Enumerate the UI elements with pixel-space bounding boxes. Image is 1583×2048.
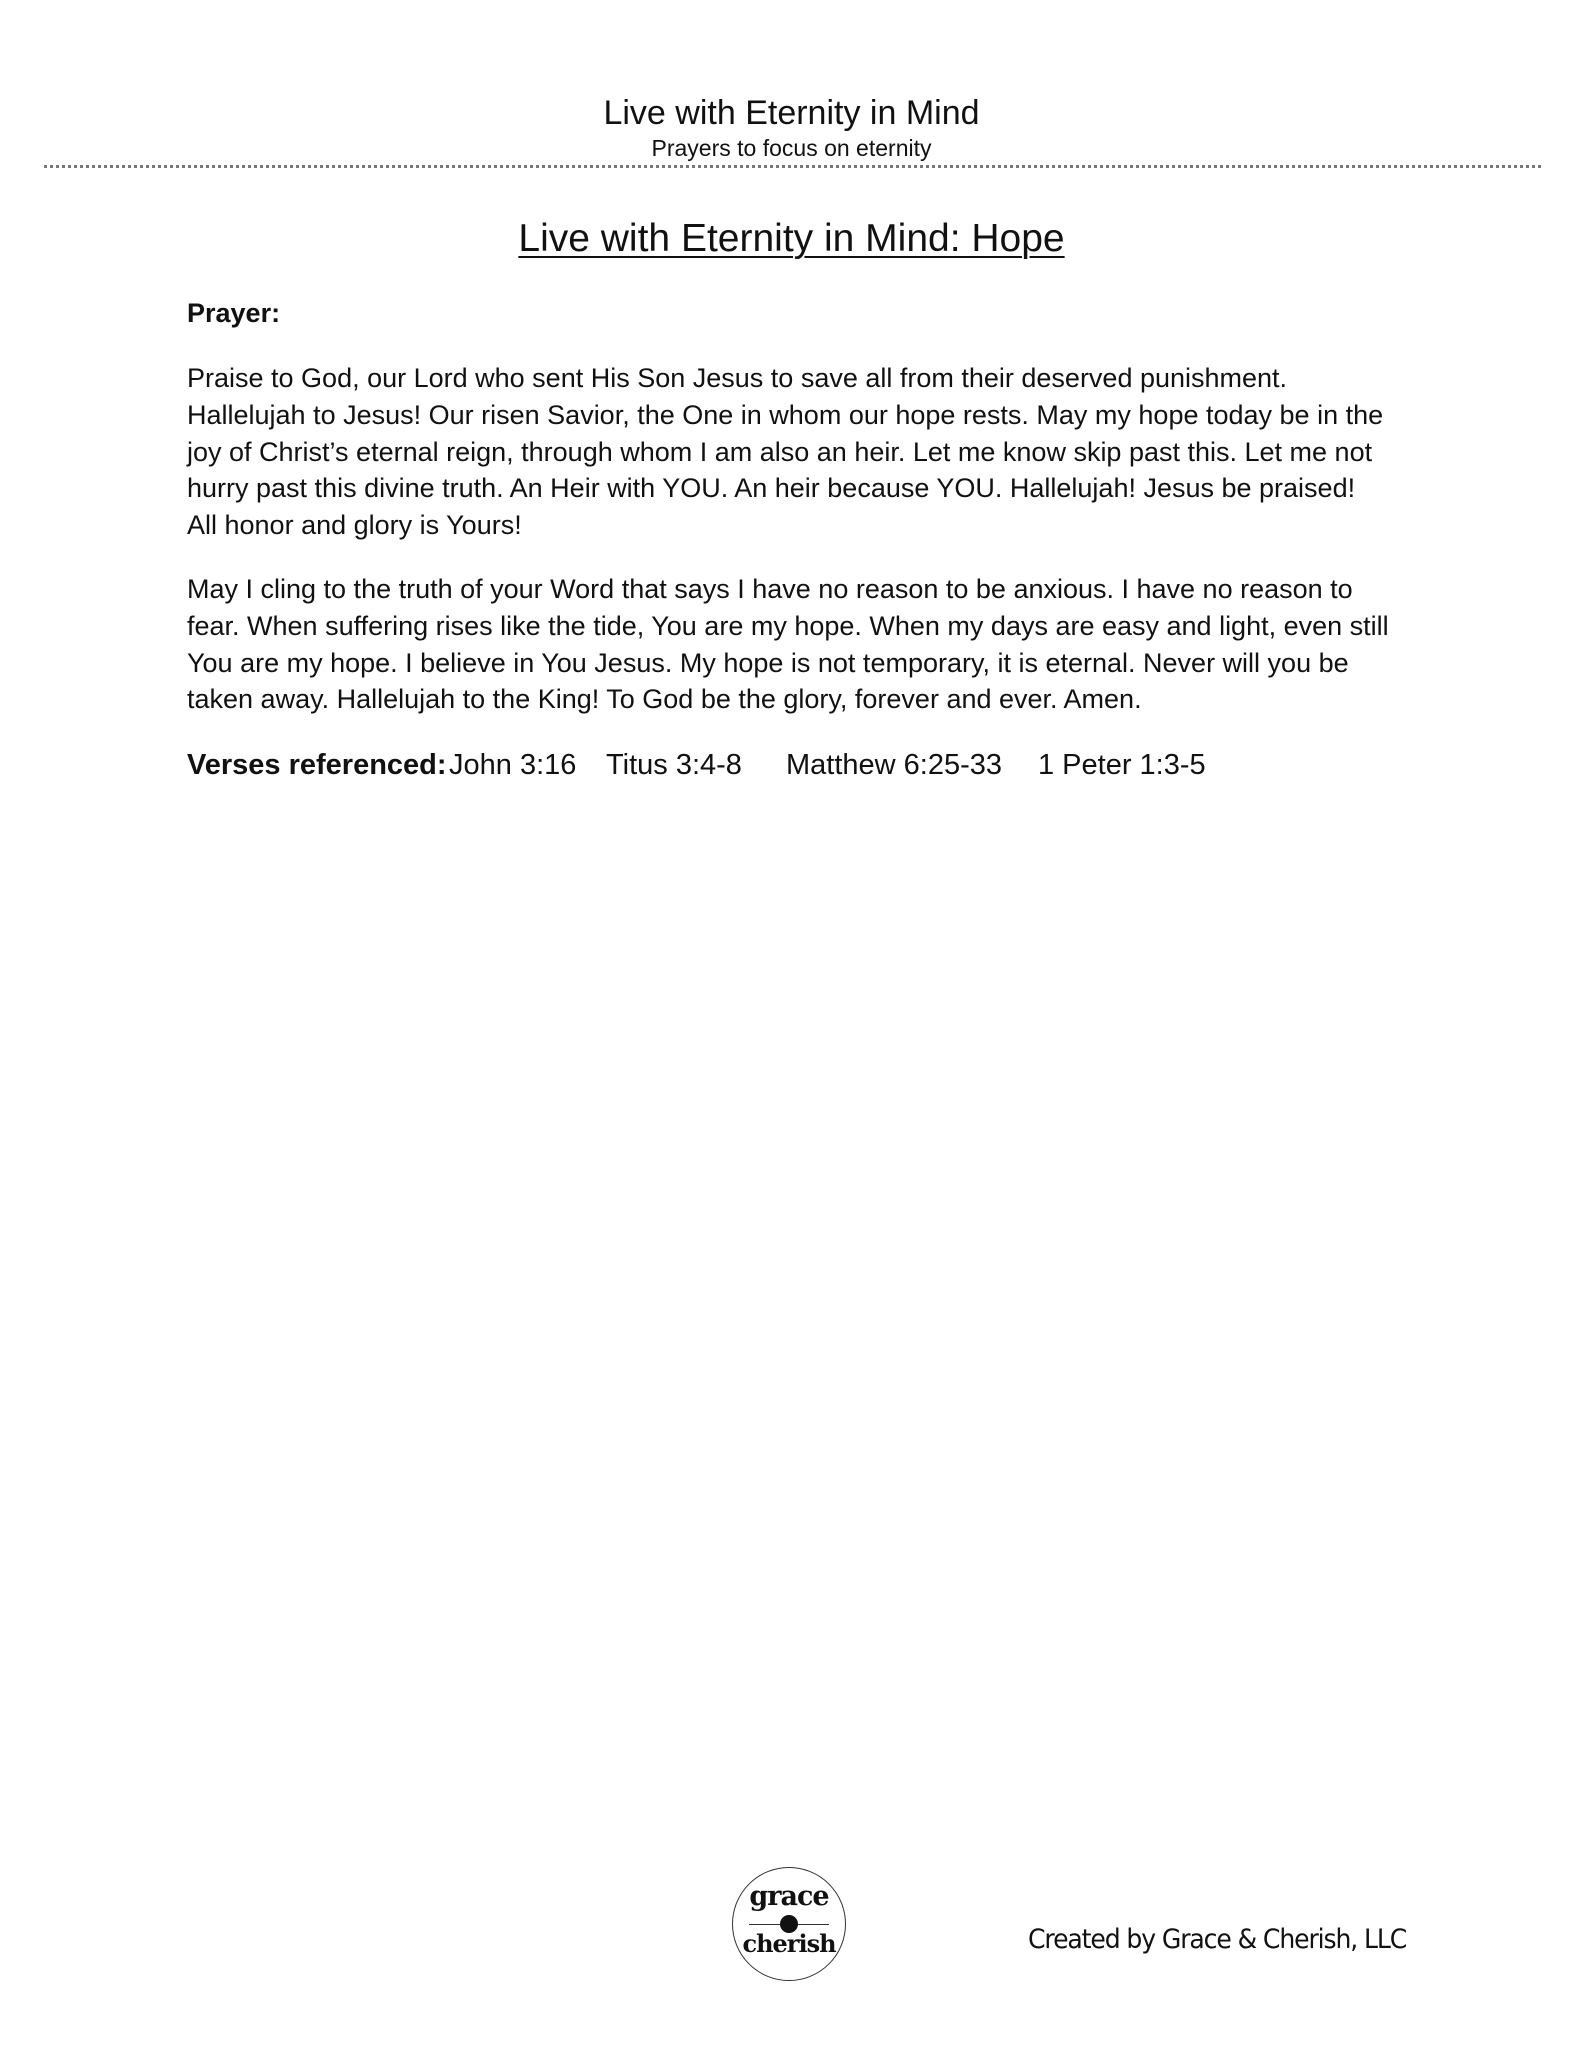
header-subtitle: Prayers to focus on eternity: [651, 135, 932, 161]
text-line: taken away. Hallelujah to the King! To God be the glory, forever and ever. Amen.: [187, 684, 1142, 715]
logo-word-cherish: cherish: [742, 1929, 836, 1958]
verse-reference: 1 Peter 1:3-5: [1038, 749, 1206, 781]
text-line: All honor and glory is Yours!: [187, 510, 522, 541]
prayer-label: Prayer:: [187, 298, 281, 328]
text-line: Praise to God, our Lord who sent His Son Jesus to save all from their deserved punishment.: [187, 363, 1288, 393]
prayer-paragraph-2: [187, 571, 1447, 718]
verse-reference: John 3:16: [449, 749, 577, 781]
header-title: Live with Eternity in Mind: [603, 94, 980, 132]
text-line: May I cling to the truth of your Word that says I have no reason to be anxious. I have no reason to: [187, 574, 1353, 604]
logo-word-grace: grace: [749, 1881, 829, 1912]
document-title-text: Live with Eternity in Mind: Hope: [518, 217, 1065, 260]
footer-credit: Created by Grace & Cherish, LLC: [1028, 1924, 1407, 1955]
text-line: hurry past this divine truth. An Heir with YOU. An heir because YOU. Hallelujah! Jesus be praised!: [187, 473, 1356, 504]
text-line: fear. When suffering rises like the tide, You are my hope. When my days are easy and light, even still: [187, 610, 1389, 641]
verses-label: Verses referenced:: [187, 749, 447, 781]
text-line: Hallelujah to Jesus! Our risen Savior, the One in whom our hope rests. May my hope today be in the: [187, 399, 1384, 430]
prayer-paragraph-1: [187, 360, 1447, 544]
text-line: joy of Christ’s eternal reign, through whom I am also an heir. Let me know skip past this. Let me not: [187, 436, 1373, 467]
grace-cherish-logo: [732, 1867, 846, 1981]
verses-referenced: [187, 747, 1206, 783]
verse-reference: Titus 3:4-8: [606, 749, 742, 781]
dotted-divider: [44, 165, 1541, 168]
document-title: [0, 216, 1583, 262]
text-line: You are my hope. I believe in You Jesus. My hope is not temporary, it is eternal. Never will you be: [187, 647, 1349, 678]
verse-reference: Matthew 6:25-33: [786, 749, 1003, 781]
